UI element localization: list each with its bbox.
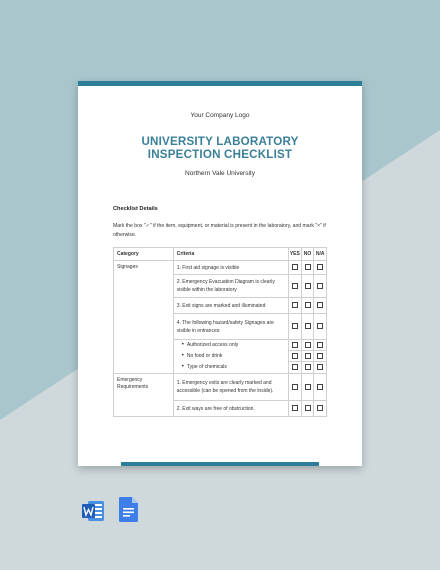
document-title <box>78 135 362 161</box>
checkbox-no[interactable] <box>305 353 311 359</box>
checkbox-no[interactable] <box>305 283 311 289</box>
checkbox-yes[interactable] <box>292 384 298 390</box>
bullet-icon: • <box>181 353 184 359</box>
header-no: NO <box>301 248 314 261</box>
instructions-text: Mark the box "✓" if the item, equipment, or material is present in the laboratory, and mark "×" if otherwise. <box>113 223 326 238</box>
criteria-cell: Type of chemicals <box>186 364 227 371</box>
criteria-cell: 1. First aid signage is visible <box>173 261 288 275</box>
criteria-cell: No food or drink <box>186 353 223 359</box>
checklist-table <box>113 247 327 417</box>
category-emergency: Emergency Requirements <box>114 374 174 417</box>
checkbox-yes[interactable] <box>292 364 298 370</box>
section-title: Checklist Details <box>113 206 158 212</box>
checkbox-na[interactable] <box>317 323 323 329</box>
title-line-1: UNIVERSITY LABORATORY <box>141 135 299 148</box>
criteria-cell: Authorized access only <box>186 342 239 349</box>
checkbox-na[interactable] <box>317 353 323 359</box>
checkbox-yes[interactable] <box>292 264 298 270</box>
header-criteria: Criteria <box>173 248 288 261</box>
company-logo-placeholder: Your Company Logo <box>190 112 250 119</box>
checkbox-na[interactable] <box>317 384 323 390</box>
checkbox-no[interactable] <box>305 384 311 390</box>
checkbox-na[interactable] <box>317 283 323 289</box>
checkbox-yes[interactable] <box>292 353 298 359</box>
checkbox-no[interactable] <box>305 342 311 348</box>
checkbox-yes[interactable] <box>292 283 298 289</box>
bullet-icon: • <box>181 364 184 371</box>
category-signages: Signages <box>114 261 174 374</box>
criteria-cell: 4. The following hazard/safety Signages are visible in entrances: <box>173 314 288 340</box>
word-icon[interactable] <box>82 500 105 522</box>
checkbox-no[interactable] <box>305 323 311 329</box>
bullet-icon: • <box>181 342 184 349</box>
checkbox-na[interactable] <box>317 342 323 348</box>
criteria-cell: 3. Exit signs are marked and illuminated <box>173 298 288 314</box>
checkbox-yes[interactable] <box>292 405 298 411</box>
table-row <box>114 374 327 401</box>
criteria-cell: 1. Emergency exits are clearly marked and accessible (can be opened from the inside). <box>173 374 288 401</box>
header-yes: YES <box>288 248 301 261</box>
university-name: Northern Vale University <box>185 170 255 177</box>
checkbox-no[interactable] <box>305 302 311 308</box>
checkbox-yes[interactable] <box>292 323 298 329</box>
checkbox-yes[interactable] <box>292 342 298 348</box>
google-docs-icon[interactable] <box>119 497 138 522</box>
header-na: N/A <box>314 248 327 261</box>
checkbox-na[interactable] <box>317 302 323 308</box>
document-page <box>78 81 362 466</box>
checkbox-no[interactable] <box>305 364 311 370</box>
checkbox-na[interactable] <box>317 364 323 370</box>
top-accent-bar <box>78 81 362 86</box>
checkbox-na[interactable] <box>317 264 323 270</box>
table-header-row <box>114 248 327 261</box>
checkbox-na[interactable] <box>317 405 323 411</box>
header-category: Category <box>114 248 174 261</box>
title-line-2: INSPECTION CHECKLIST <box>147 148 293 161</box>
criteria-cell: 2. Exit ways are free of obstruction. <box>173 401 288 417</box>
checkbox-no[interactable] <box>305 264 311 270</box>
checkbox-no[interactable] <box>305 405 311 411</box>
checkbox-yes[interactable] <box>292 302 298 308</box>
table-row <box>114 261 327 275</box>
criteria-cell: 2. Emergency Evacuation Diagram is clearly visible within the laboratory <box>173 275 288 298</box>
bottom-accent-bar <box>121 462 319 466</box>
